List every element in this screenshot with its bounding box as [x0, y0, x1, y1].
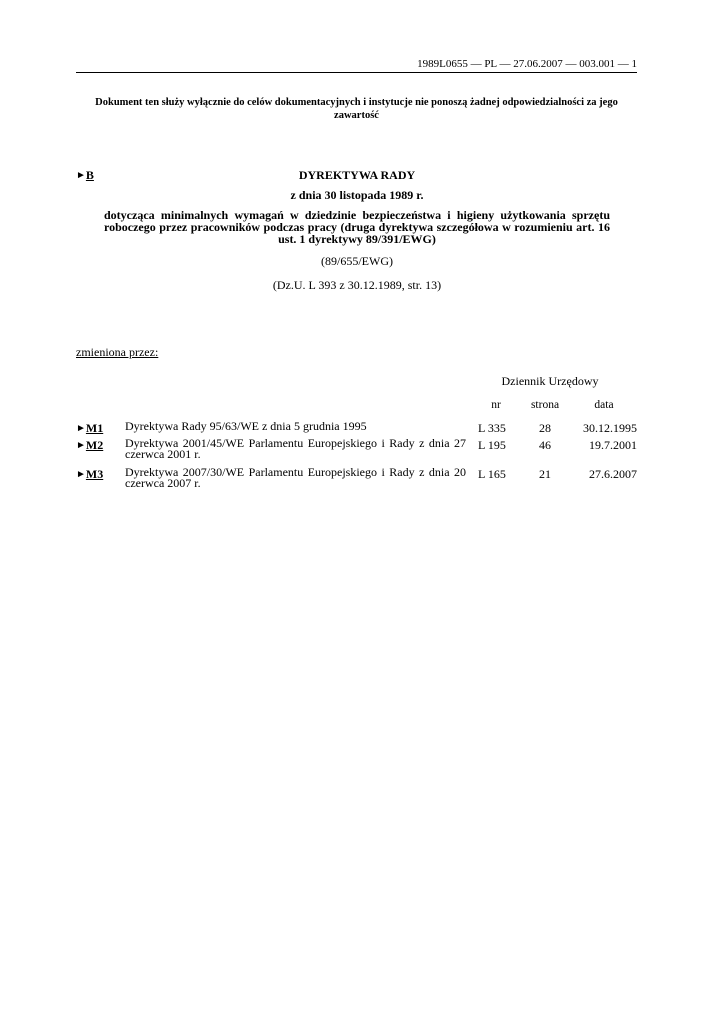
- document-date: z dnia 30 listopada 1989 r.: [290, 188, 424, 202]
- document-title: DYREKTYWA RADY: [298, 168, 416, 182]
- document-number: (89/655/EWG): [321, 254, 393, 268]
- amendment-date: 27.6.2007: [589, 467, 637, 481]
- amendment-marker[interactable]: [76, 421, 103, 436]
- arrow-right-icon: ►: [76, 170, 86, 181]
- disclaimer: Dokument ten służy wyłącznie do celów dokumentacyjnych i instytucje nie ponoszą żadnej odpowiedzialności za jego zawartość: [95, 97, 618, 121]
- amendment-nr: L 335: [478, 421, 506, 435]
- amendment-date: 30.12.1995: [583, 421, 637, 435]
- amendment-page: 21: [539, 467, 551, 481]
- amendment-marker[interactable]: [76, 438, 103, 453]
- amendment-description: Dyrektywa 2007/30/WE Parlamentu Europejskiego i Rady z dnia 20 czerwca 2007 r.: [125, 465, 466, 490]
- column-header-nr: nr: [491, 399, 501, 411]
- amendment-page: 28: [539, 421, 551, 435]
- amendment-marker[interactable]: [76, 467, 103, 482]
- amendment-code[interactable]: M2: [85, 438, 104, 452]
- column-header-page: strona: [530, 399, 560, 411]
- column-header-date: data: [594, 399, 614, 411]
- arrow-right-icon: ►: [76, 423, 86, 434]
- amendment-code[interactable]: M1: [85, 421, 104, 435]
- oj-reference: (Dz.U. L 393 z 30.12.1989, str. 13): [272, 278, 442, 292]
- header-rule: [76, 72, 637, 73]
- amended-by-label: zmieniona przez:: [76, 345, 159, 359]
- amendment-page: 46: [539, 438, 551, 452]
- amendment-row: [0, 467, 725, 497]
- amendment-code[interactable]: M3: [85, 467, 104, 481]
- running-header: 1989L0655 — PL — 27.06.2007 — 003.001 — 1: [417, 58, 637, 70]
- amendment-row: [0, 438, 725, 468]
- arrow-right-icon: ►: [76, 469, 86, 480]
- amendment-description: Dyrektywa 2001/45/WE Parlamentu Europejskiego i Rady z dnia 27 czerwca 2001 r.: [125, 436, 466, 461]
- amendment-date: 19.7.2001: [589, 438, 637, 452]
- amendment-description: Dyrektywa Rady 95/63/WE z dnia 5 grudnia 1995: [125, 419, 367, 433]
- arrow-right-icon: ►: [76, 440, 86, 451]
- amendment-nr: L 165: [478, 467, 506, 481]
- journal-heading: Dziennik Urzędowy: [501, 374, 599, 388]
- document-subject: dotycząca minimalnych wymagań w dziedzinie bezpieczeństwa i higieny użytkowania sprzętu roboczego przez pracowników podczas pracy (druga dyrektywa szczegółowa w rozumieniu art. 16 ust. 1 dyrektywy 89/391/EWG): [104, 208, 610, 246]
- amendment-nr: L 195: [478, 438, 506, 452]
- basic-act-marker[interactable]: [76, 168, 94, 183]
- basic-act-code[interactable]: B: [85, 168, 94, 182]
